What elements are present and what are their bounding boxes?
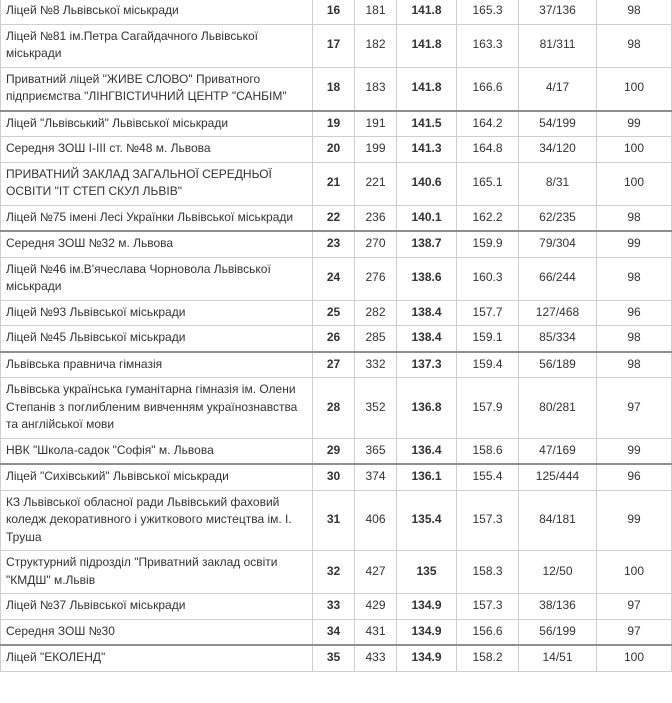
number-cell: 183 bbox=[355, 67, 397, 111]
table-row bbox=[1, 257, 672, 300]
number-cell: 221 bbox=[355, 162, 397, 205]
school-name-cell: Ліцей №8 Львівської міськради bbox=[1, 0, 313, 24]
number-cell: 182 bbox=[355, 24, 397, 67]
percent-cell: 99 bbox=[597, 438, 672, 464]
school-name-cell: Ліцей "ЕКОЛЕНД" bbox=[1, 645, 313, 671]
score-cell: 138.7 bbox=[397, 231, 457, 257]
average-cell: 157.7 bbox=[457, 300, 519, 326]
percent-cell: 100 bbox=[597, 137, 672, 163]
ratio-cell: 12/50 bbox=[519, 551, 597, 594]
table-row bbox=[1, 438, 672, 464]
number-cell: 406 bbox=[355, 490, 397, 551]
table-row bbox=[1, 326, 672, 352]
percent-cell: 100 bbox=[597, 67, 672, 111]
number-cell: 285 bbox=[355, 326, 397, 352]
school-name-cell: Структурний підрозділ "Приватний заклад освіти "КМДШ" м.Львів bbox=[1, 551, 313, 594]
percent-cell: 98 bbox=[597, 257, 672, 300]
score-cell: 134.9 bbox=[397, 619, 457, 645]
table-row bbox=[1, 490, 672, 551]
average-cell: 157.9 bbox=[457, 378, 519, 439]
school-name-cell: Середня ЗОШ №32 м. Львова bbox=[1, 231, 313, 257]
ratio-cell: 85/334 bbox=[519, 326, 597, 352]
score-cell: 141.8 bbox=[397, 67, 457, 111]
average-cell: 162.2 bbox=[457, 205, 519, 231]
school-name-cell: Середня ЗОШ І-ІІІ ст. №48 м. Львова bbox=[1, 137, 313, 163]
ratio-cell: 84/181 bbox=[519, 490, 597, 551]
score-cell: 136.1 bbox=[397, 464, 457, 490]
number-cell: 236 bbox=[355, 205, 397, 231]
ratio-cell: 8/31 bbox=[519, 162, 597, 205]
number-cell: 332 bbox=[355, 352, 397, 378]
number-cell: 374 bbox=[355, 464, 397, 490]
score-cell: 141.8 bbox=[397, 0, 457, 24]
average-cell: 160.3 bbox=[457, 257, 519, 300]
average-cell: 164.2 bbox=[457, 111, 519, 137]
table-row bbox=[1, 24, 672, 67]
average-cell: 159.1 bbox=[457, 326, 519, 352]
score-cell: 136.8 bbox=[397, 378, 457, 439]
rank-cell: 30 bbox=[313, 464, 355, 490]
school-name-cell: Ліцей №37 Львівської міськради bbox=[1, 594, 313, 620]
score-cell: 138.4 bbox=[397, 326, 457, 352]
rank-cell: 28 bbox=[313, 378, 355, 439]
ratio-cell: 47/169 bbox=[519, 438, 597, 464]
school-name-cell: Приватний ліцей "ЖИВЕ СЛОВО" Приватного підприємства "ЛІНГВІСТИЧНИЙ ЦЕНТР "САНБІМ" bbox=[1, 67, 313, 111]
ratio-cell: 80/281 bbox=[519, 378, 597, 439]
average-cell: 156.6 bbox=[457, 619, 519, 645]
table-row bbox=[1, 551, 672, 594]
percent-cell: 96 bbox=[597, 464, 672, 490]
number-cell: 431 bbox=[355, 619, 397, 645]
ratio-cell: 81/311 bbox=[519, 24, 597, 67]
table-row bbox=[1, 645, 672, 671]
table-row bbox=[1, 205, 672, 231]
score-cell: 140.1 bbox=[397, 205, 457, 231]
number-cell: 270 bbox=[355, 231, 397, 257]
percent-cell: 97 bbox=[597, 619, 672, 645]
ratio-cell: 79/304 bbox=[519, 231, 597, 257]
number-cell: 276 bbox=[355, 257, 397, 300]
ratio-cell: 56/199 bbox=[519, 619, 597, 645]
rank-cell: 24 bbox=[313, 257, 355, 300]
rank-cell: 19 bbox=[313, 111, 355, 137]
score-cell: 138.6 bbox=[397, 257, 457, 300]
percent-cell: 99 bbox=[597, 111, 672, 137]
score-cell: 135 bbox=[397, 551, 457, 594]
number-cell: 433 bbox=[355, 645, 397, 671]
average-cell: 158.6 bbox=[457, 438, 519, 464]
rank-cell: 18 bbox=[313, 67, 355, 111]
average-cell: 158.2 bbox=[457, 645, 519, 671]
school-name-cell: Ліцей №75 імені Лесі Українки Львівської міськради bbox=[1, 205, 313, 231]
number-cell: 191 bbox=[355, 111, 397, 137]
number-cell: 427 bbox=[355, 551, 397, 594]
table-row bbox=[1, 137, 672, 163]
score-cell: 134.9 bbox=[397, 645, 457, 671]
ratio-cell: 37/136 bbox=[519, 0, 597, 24]
ratio-cell: 62/235 bbox=[519, 205, 597, 231]
ratio-cell: 4/17 bbox=[519, 67, 597, 111]
table-row bbox=[1, 67, 672, 111]
table-row bbox=[1, 594, 672, 620]
average-cell: 166.6 bbox=[457, 67, 519, 111]
average-cell: 159.9 bbox=[457, 231, 519, 257]
table-row bbox=[1, 464, 672, 490]
percent-cell: 98 bbox=[597, 24, 672, 67]
average-cell: 157.3 bbox=[457, 490, 519, 551]
ratio-cell: 14/51 bbox=[519, 645, 597, 671]
table-row bbox=[1, 162, 672, 205]
rank-cell: 21 bbox=[313, 162, 355, 205]
table-row bbox=[1, 352, 672, 378]
percent-cell: 100 bbox=[597, 645, 672, 671]
school-name-cell: Ліцей "Львівський" Львівської міськради bbox=[1, 111, 313, 137]
number-cell: 352 bbox=[355, 378, 397, 439]
score-cell: 140.6 bbox=[397, 162, 457, 205]
score-cell: 138.4 bbox=[397, 300, 457, 326]
score-cell: 141.3 bbox=[397, 137, 457, 163]
percent-cell: 98 bbox=[597, 205, 672, 231]
rank-cell: 16 bbox=[313, 0, 355, 24]
percent-cell: 97 bbox=[597, 594, 672, 620]
school-name-cell: Ліцей №81 ім.Петра Сагайдачного Львівської міськради bbox=[1, 24, 313, 67]
average-cell: 165.1 bbox=[457, 162, 519, 205]
number-cell: 181 bbox=[355, 0, 397, 24]
rank-cell: 32 bbox=[313, 551, 355, 594]
percent-cell: 100 bbox=[597, 162, 672, 205]
ratio-cell: 125/444 bbox=[519, 464, 597, 490]
average-cell: 164.8 bbox=[457, 137, 519, 163]
number-cell: 429 bbox=[355, 594, 397, 620]
average-cell: 165.3 bbox=[457, 0, 519, 24]
rank-cell: 31 bbox=[313, 490, 355, 551]
ratio-cell: 54/199 bbox=[519, 111, 597, 137]
ratio-cell: 56/189 bbox=[519, 352, 597, 378]
rank-cell: 23 bbox=[313, 231, 355, 257]
school-name-cell: Ліцей №46 ім.В'ячеслава Чорновола Львівської міськради bbox=[1, 257, 313, 300]
rank-cell: 33 bbox=[313, 594, 355, 620]
percent-cell: 100 bbox=[597, 551, 672, 594]
table-row bbox=[1, 378, 672, 439]
percent-cell: 98 bbox=[597, 352, 672, 378]
rank-cell: 17 bbox=[313, 24, 355, 67]
number-cell: 365 bbox=[355, 438, 397, 464]
ratio-cell: 127/468 bbox=[519, 300, 597, 326]
percent-cell: 96 bbox=[597, 300, 672, 326]
table-row bbox=[1, 111, 672, 137]
percent-cell: 97 bbox=[597, 378, 672, 439]
average-cell: 155.4 bbox=[457, 464, 519, 490]
score-cell: 135.4 bbox=[397, 490, 457, 551]
rank-cell: 25 bbox=[313, 300, 355, 326]
table-body bbox=[1, 0, 672, 671]
score-cell: 137.3 bbox=[397, 352, 457, 378]
rank-cell: 20 bbox=[313, 137, 355, 163]
percent-cell: 98 bbox=[597, 0, 672, 24]
rank-cell: 29 bbox=[313, 438, 355, 464]
school-name-cell: КЗ Львівської обласної ради Львівський фаховий коледж декоративного і ужиткового мистецтва ім. І. Труша bbox=[1, 490, 313, 551]
school-name-cell: Ліцей №93 Львівської міськради bbox=[1, 300, 313, 326]
average-cell: 159.4 bbox=[457, 352, 519, 378]
rank-cell: 27 bbox=[313, 352, 355, 378]
ratio-cell: 34/120 bbox=[519, 137, 597, 163]
score-cell: 134.9 bbox=[397, 594, 457, 620]
number-cell: 282 bbox=[355, 300, 397, 326]
number-cell: 199 bbox=[355, 137, 397, 163]
percent-cell: 99 bbox=[597, 231, 672, 257]
school-name-cell: ПРИВАТНИЙ ЗАКЛАД ЗАГАЛЬНОЇ СЕРЕДНЬОЇ ОСВІТИ "ІТ СТЕП СКУЛ ЛЬВІВ" bbox=[1, 162, 313, 205]
table-row bbox=[1, 619, 672, 645]
table-row bbox=[1, 0, 672, 24]
school-name-cell: Середня ЗОШ №30 bbox=[1, 619, 313, 645]
percent-cell: 99 bbox=[597, 490, 672, 551]
ratio-cell: 66/244 bbox=[519, 257, 597, 300]
score-cell: 136.4 bbox=[397, 438, 457, 464]
percent-cell: 98 bbox=[597, 326, 672, 352]
average-cell: 163.3 bbox=[457, 24, 519, 67]
school-name-cell: Львівська правнича гімназія bbox=[1, 352, 313, 378]
rank-cell: 34 bbox=[313, 619, 355, 645]
average-cell: 157.3 bbox=[457, 594, 519, 620]
score-cell: 141.5 bbox=[397, 111, 457, 137]
school-name-cell: Ліцей "Сихівський" Львівської міськради bbox=[1, 464, 313, 490]
table-row bbox=[1, 231, 672, 257]
school-name-cell: НВК "Школа-садок "Софія" м. Львова bbox=[1, 438, 313, 464]
rank-cell: 22 bbox=[313, 205, 355, 231]
rank-cell: 26 bbox=[313, 326, 355, 352]
school-name-cell: Ліцей №45 Львівської міськради bbox=[1, 326, 313, 352]
score-cell: 141.8 bbox=[397, 24, 457, 67]
rank-cell: 35 bbox=[313, 645, 355, 671]
school-name-cell: Львівська українська гуманітарна гімназія ім. Олени Степанів з поглибленим вивченням українознавства та англійської мови bbox=[1, 378, 313, 439]
table-row bbox=[1, 300, 672, 326]
average-cell: 158.3 bbox=[457, 551, 519, 594]
ratio-cell: 38/136 bbox=[519, 594, 597, 620]
